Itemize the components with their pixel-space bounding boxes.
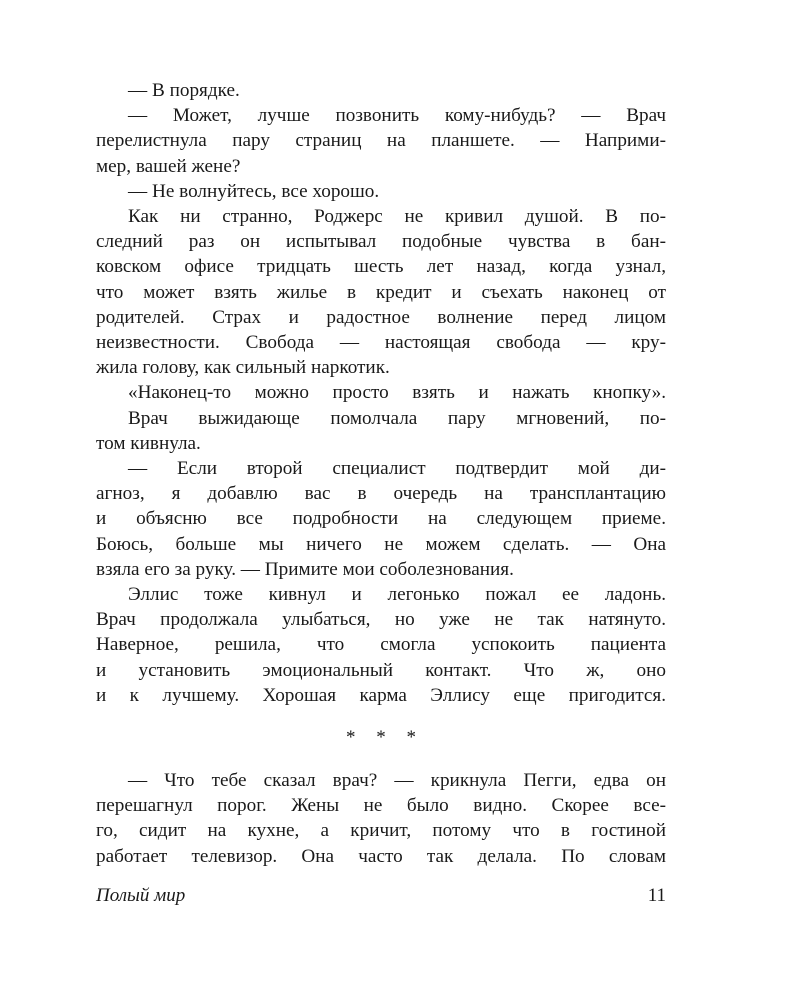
text-line: взяла его за руку. — Примите мои соболезнования. [96,558,514,580]
text-line: и объясню все подробности на следующем приеме. [96,508,666,530]
section-gap-bottom [96,750,666,768]
text-line: перелистнула пару страниц на планшете. — Наприми- [96,130,666,152]
text-line: неизвестности. Свобода — настоящая свобода — кру- [96,332,666,354]
section-gap-top [96,708,666,726]
text-line: Как ни странно, Роджерс не кривил душой. В по- [128,206,666,228]
page-body [96,78,666,869]
text-part-1 [96,78,666,708]
text-line: Боюсь, больше мы ничего не можем сделать. — Она [96,533,666,555]
text-line: и к лучшему. Хорошая карма Эллису еще пригодится. [96,684,666,706]
running-title: Полый мир [96,885,186,906]
text-line: — В порядке. [128,80,240,101]
text-line: Врач выжидающе помолчала пару мгновений, по- [128,407,666,429]
text-line: ковском офисе тридцать шесть лет назад, когда узнал, [96,256,666,278]
text-line: работает телевизор. Она часто так делала. По словам [96,845,666,867]
text-line: Врач продолжала улыбаться, но уже не так натянуто. [96,609,666,631]
text-line: перешагнул порог. Жены не было видно. Скорее все- [96,795,666,817]
text-line: — Не волнуйтесь, все хорошо. [128,180,380,202]
text-line: мер, вашей жене? [96,155,241,177]
text-line: — Что тебе сказал врач? — крикнула Пегги, едва он [128,770,666,792]
text-line: го, сидит на кухне, а кричит, потому что в гостиной [96,820,666,842]
text-line: следний раз он испытывал подобные чувства в бан- [96,231,666,253]
text-line: — Может, лучше позвонить кому-нибудь? — Врач [128,105,666,127]
text-line: и установить эмоциональный контакт. Что ж, оно [96,659,666,681]
text-part-2 [96,768,666,869]
text-line: агноз, я добавлю вас в очередь на трансплантацию [96,483,666,505]
text-line: что может взять жилье в кредит и съехать наконец от [96,281,666,303]
page-number: 11 [647,885,666,906]
text-line: Наверное, решила, что смогла успокоить пациента [96,634,666,656]
text-line: жила голову, как сильный наркотик. [96,357,390,379]
section-separator: * * * [346,727,424,749]
text-line: родителей. Страх и радостное волнение перед лицом [96,306,666,328]
text-line: «Наконец-то можно просто взять и нажать кнопку». [128,382,666,404]
text-line: Эллис тоже кивнул и легонько пожал ее ладонь. [128,584,666,606]
text-line: том кивнула. [96,432,201,454]
text-line: — Если второй специалист подтвердит мой ди- [128,458,666,480]
